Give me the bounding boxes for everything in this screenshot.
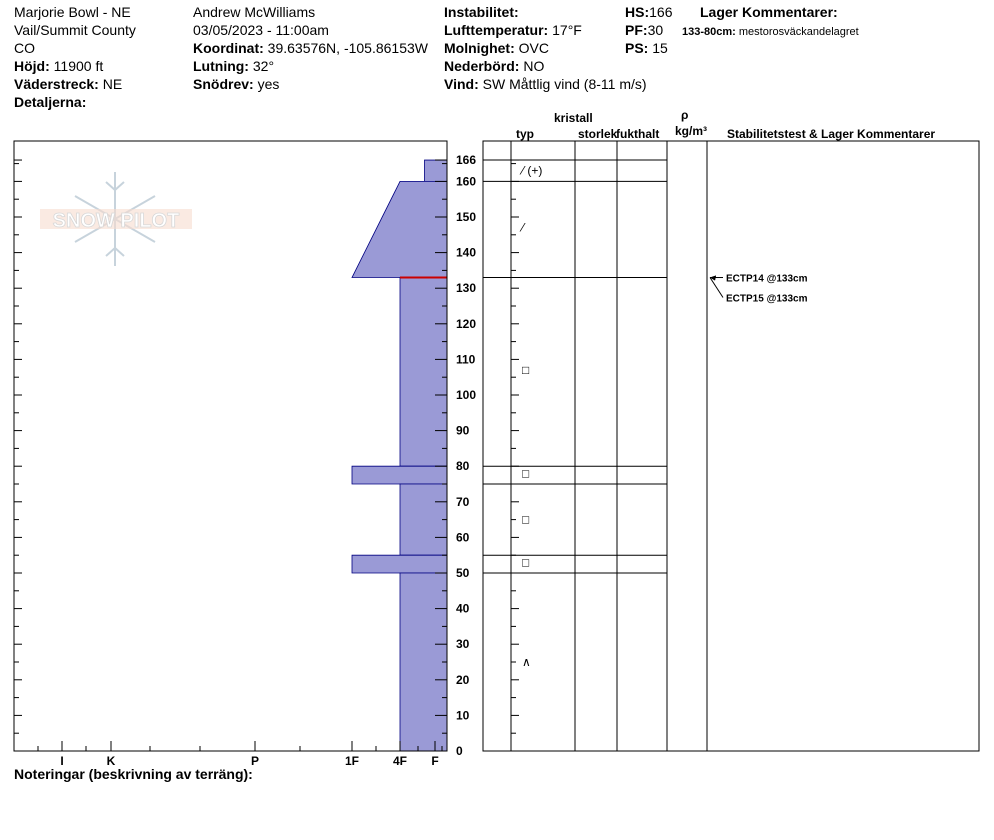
hs-value: 166 [649,4,673,20]
layer-comment-text: mestorosväckandelagret [738,26,859,38]
col-size: storlek [578,127,618,141]
crystal-type: ∧ [522,655,531,669]
crystal-type: □ [522,363,530,378]
stability-test-label: ECTP14 @133cm [726,273,808,285]
depth-tick-label: 10 [456,708,470,723]
depth-tick-label: 80 [456,459,470,474]
col-crystal: kristall [554,111,593,125]
layer-comments-label: Lager Kommentarer: [700,4,838,20]
state-name: CO [14,40,35,56]
depth-tick-label: 40 [456,601,470,616]
stability-test-pointer [710,278,723,298]
ps-label: PS: [625,40,649,56]
crystal-type: □ [522,512,530,527]
drift-label: Snödrev: [193,76,254,92]
coord-value: 39.63576N, -105.86153W [267,40,428,56]
coord-label: Koordinat: [193,40,264,56]
hardness-layer [352,466,447,484]
depth-tick-label: 160 [456,174,477,189]
snowpilot-logo [40,172,192,266]
slope-label: Lutning: [193,58,249,74]
hardness-tick-label: P [250,754,260,768]
airtemp-label: Lufttemperatur: [444,22,549,38]
depth-tick-label: 166 [456,153,477,168]
wind-label: Vind: [444,76,479,92]
depth-tick-label: 70 [456,494,470,509]
location-name: Marjorie Bowl - NE [14,4,131,20]
sky-value: OVC [518,40,549,56]
depth-tick-label: 120 [456,316,477,331]
col-type: typ [516,127,534,141]
pf-value: 30 [647,22,664,38]
terrain-notes-label: Noteringar (beskrivning av terräng): [14,766,253,782]
hardness-tick-label: I [60,754,64,768]
depth-tick-label: 100 [456,388,477,402]
elevation-value: 11900 ft [53,58,104,74]
ps-value: 15 [652,40,668,56]
wind-value: Måttlig vind (8-11 m/s) [509,76,647,92]
stability-test-label: ECTP15 @133cm [726,293,808,305]
sky-label: Molnighet: [444,40,515,56]
depth-tick-label: 130 [456,281,477,296]
snowpilot-logo-text: SNOW PILOT [52,210,180,232]
depth-tick-label: 110 [456,352,476,367]
depth-tick-label: 0 [456,744,463,758]
depth-tick-label: 150 [456,210,477,224]
col-stability: Stabilitetstest & Lager Kommentarer [727,127,936,141]
layer-comment-range: 133-80cm: [682,26,736,38]
col-density-unit: kg/m³ [675,124,708,138]
slope-value: 32° [252,58,275,74]
depth-tick-label: 50 [456,566,470,580]
crystal-type: ⁄ (+) [522,163,543,178]
pf-label: PF: [625,22,648,38]
region-name: Vail/Summit County [14,22,136,38]
hardness-layer [400,484,447,555]
crystal-type: ⁄ [522,220,525,235]
hs-label: HS: [625,4,650,20]
aspect-value: NE [102,76,123,92]
table-frame [483,141,979,751]
precip-label: Nederbörd: [444,58,520,74]
crystal-type: □ [522,466,530,481]
hardness-tick-label: 4F [392,754,408,768]
crystal-type: □ [522,555,530,570]
hardness-tick-label: F [431,754,439,768]
precip-value: NO [523,58,545,74]
hardness-tick-label: K [106,754,116,768]
col-rho: ρ [681,108,689,122]
hardness-tick-label: 1F [344,754,360,768]
wind-direction: SW [482,76,506,92]
drift-value: yes [257,76,280,92]
observer-name: Andrew McWilliams [193,4,316,20]
hardness-layers [352,160,447,751]
depth-tick-label: 140 [456,245,477,260]
hardness-layer [400,573,447,751]
details-label: Detaljerna: [14,94,87,110]
depth-tick-label: 20 [456,672,470,687]
instability-label: Instabilitet: [444,4,519,20]
observation-datetime: 03/05/2023 - 11:00am [193,22,329,38]
aspect-label: Väderstreck: [14,76,99,92]
hardness-layer [400,278,447,467]
crystal-table [483,141,979,751]
hardness-layer [352,181,447,277]
col-moisture: fukthalt [616,127,660,141]
depth-tick-label: 60 [456,530,470,545]
airtemp-value: 17°F [552,22,582,38]
hardness-layer [352,555,447,573]
depth-tick-label: 30 [456,637,470,652]
depth-tick-label: 90 [456,423,470,438]
elevation-label: Höjd: [14,58,50,74]
